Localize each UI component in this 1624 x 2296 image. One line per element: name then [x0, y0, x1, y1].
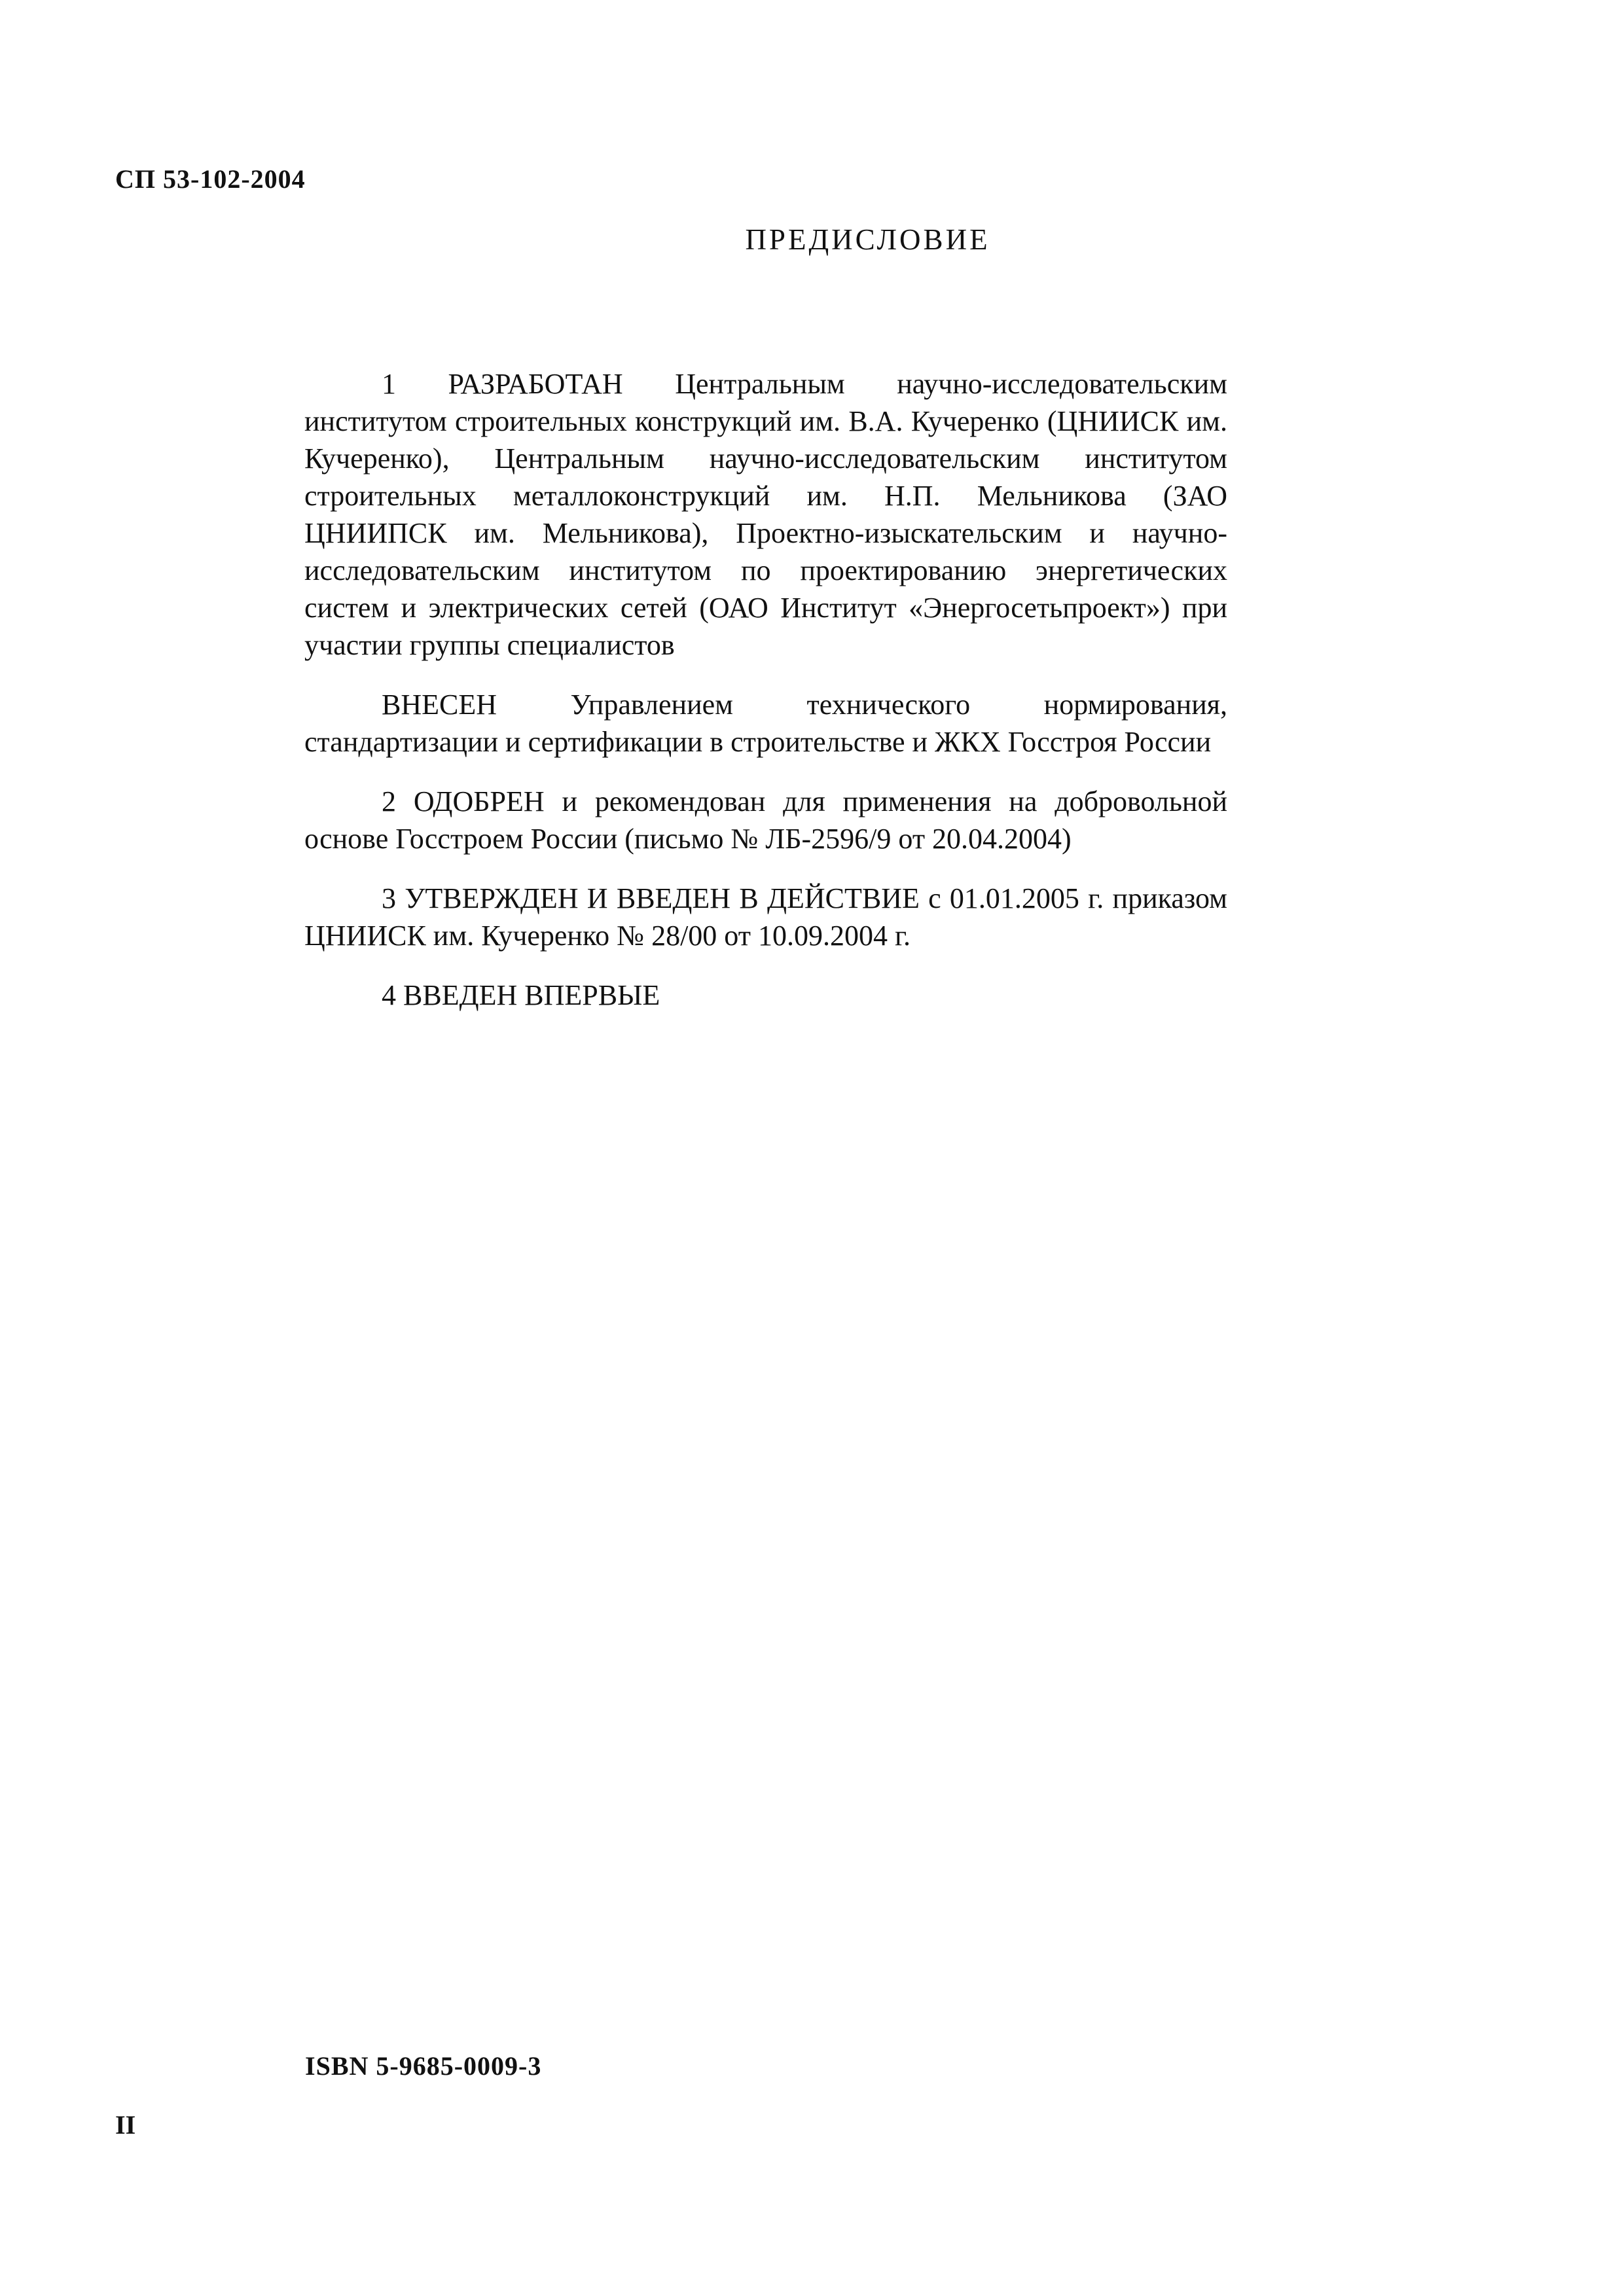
document-code: СП 53-102-2004 [115, 164, 306, 194]
paragraph-submitted-by: ВНЕСЕН Управлением технического нормирования, стандартизации и сертификации в строительстве и ЖКХ Госстроя России [304, 689, 1227, 758]
paragraph-enacted: 3 УТВЕРЖДЕН И ВВЕДЕН В ДЕЙСТВИЕ с 01.01.2005 г. приказом ЦНИИСК им. Кучеренко № 28/00 от 10.09.2004 г. [304, 882, 1227, 952]
paragraph-developed-by: 1 РАЗРАБОТАН Центральным научно-исследовательским институтом строительных конструкций им. В.А. Кучеренко (ЦНИИСК им. Кучеренко), Центральным научно-исследовательским институтом строительных металлоконструкций им. Н.П. Мельникова (ЗАО ЦНИИПСК им. Мельникова), Проектно-изыскательским и научно-исследовательским институтом по проектированию энергетических систем и электрических сетей (ОАО Институт «Энергосетьпроект») при участии группы специалистов [304, 368, 1227, 661]
page-number: II [115, 2110, 136, 2140]
isbn-number: ISBN 5-9685-0009-3 [305, 2051, 542, 2081]
page-title: ПРЕДИСЛОВИЕ [745, 223, 990, 256]
preface-body [304, 365, 1227, 1036]
paragraph-approved: 2 ОДОБРЕН и рекомендован для применения на добровольной основе Госстроем России (письмо № ЛБ-2596/9 от 20.04.2004) [304, 785, 1227, 855]
paragraph-introduced-first: 4 ВВЕДЕН ВПЕРВЫЕ [382, 979, 660, 1011]
